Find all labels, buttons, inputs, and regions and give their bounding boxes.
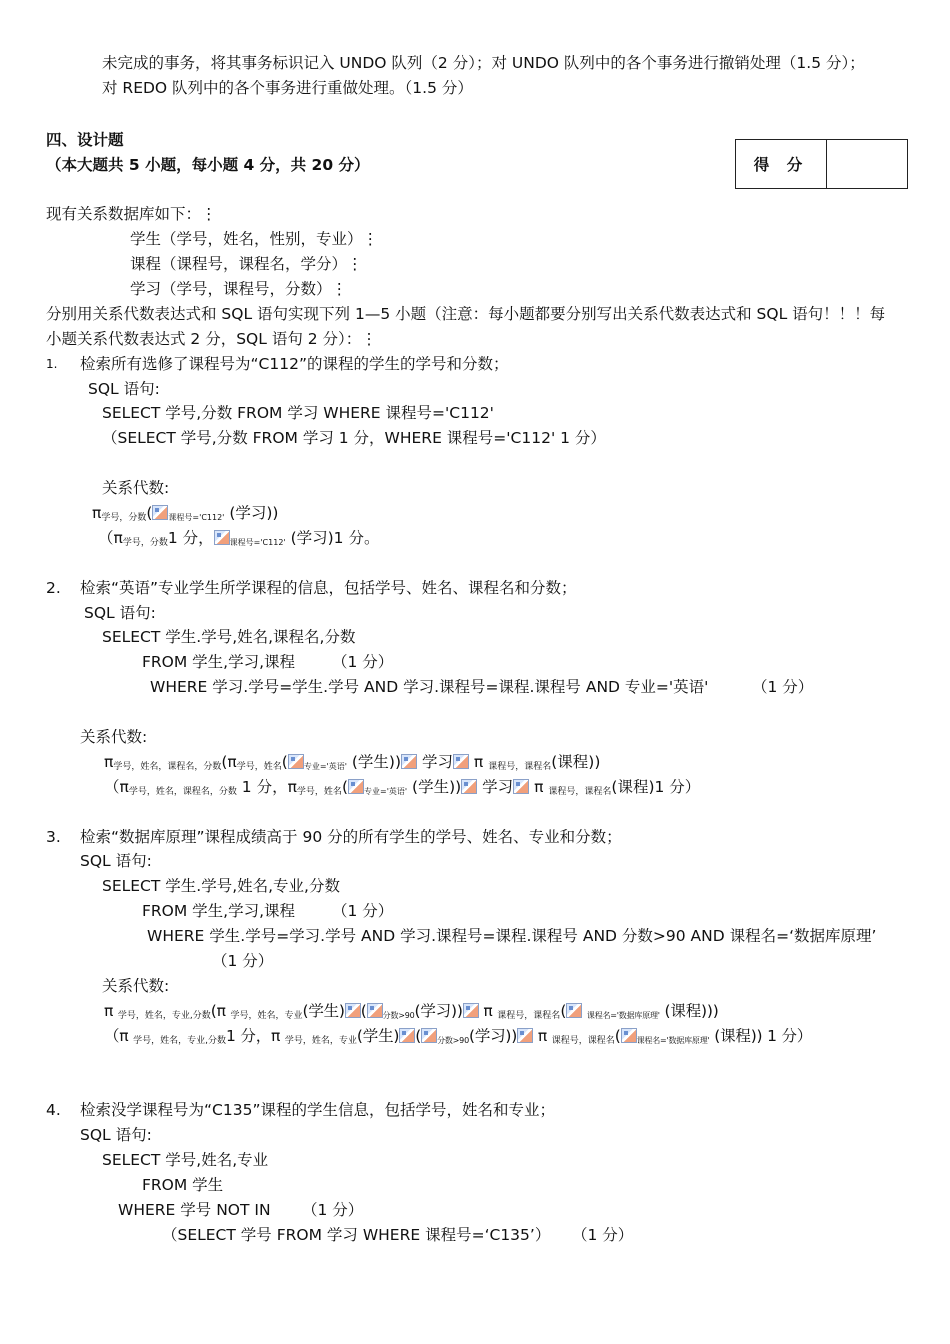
pi-symbol: π xyxy=(473,753,484,771)
join-image-icon xyxy=(399,1028,415,1043)
ra-part: (π xyxy=(221,753,237,771)
ra-part: (课程)1 分） xyxy=(611,778,701,796)
join-image-icon xyxy=(453,754,469,769)
ra-part: 学习 xyxy=(421,753,453,771)
ra-condition: 课程号='C112' xyxy=(229,538,286,547)
ra-part: (课程)) xyxy=(551,753,601,771)
q4-sql-1: SELECT 学号,姓名,专业 xyxy=(102,1151,269,1169)
ra-subscript: 学号，姓名 xyxy=(236,762,282,772)
ra-condition: 课程名='数据库原理' xyxy=(636,1036,710,1045)
sigma-image-icon xyxy=(566,1003,582,1018)
ra-part: 1 分，π xyxy=(241,778,297,796)
ra-subscript: 课程号，课程名 xyxy=(488,762,552,772)
ra-head: （π xyxy=(98,529,123,547)
ra-condition: 专业='英语' xyxy=(364,787,408,796)
ra-paren: ( xyxy=(415,1027,422,1045)
q1-ra-score xyxy=(98,527,379,554)
pi-symbol: π xyxy=(537,1027,547,1045)
ra-condition: 分数>90 xyxy=(437,1036,469,1045)
q3-sql-2-score: （1 分） xyxy=(332,902,394,920)
ra-part: 1 分，π xyxy=(226,1027,281,1045)
ra-subscript: 学号，姓名 xyxy=(296,787,342,797)
intro-line-1: 未完成的事务，将其事务标识记入 UNDO 队列（2 分）；对 UNDO 队列中的各个事务进行撤销处理（1.5 分）； xyxy=(102,54,865,72)
q2-text: 检索“英语”专业学生所学课程的信息，包括学号、姓名、课程名和分数； xyxy=(80,579,577,597)
q4-sql-4-score: （1 分） xyxy=(572,1226,634,1244)
sigma-image-icon xyxy=(367,1003,383,1018)
join-image-icon xyxy=(513,779,529,794)
q2-sql-2-score: （1 分） xyxy=(332,653,394,671)
q3-ra-expr xyxy=(104,1000,719,1027)
section-title: 四、设计题 xyxy=(46,131,124,149)
ra-subscript: 课程号，课程名 xyxy=(548,787,612,797)
q3-sql-3: WHERE 学生.学号=学习.学号 AND 学习.课程号=课程.课程号 AND 分数>90 AND 课程名=‘数据库原理’ xyxy=(147,927,877,945)
schema-course: 课程（课程号，课程名，学分）⋮ xyxy=(130,255,363,273)
q4-sql-3-score: （1 分） xyxy=(302,1201,364,1219)
q2-sql-3: WHERE 学习.学号=学生.学号 AND 学习.课程号=课程.课程号 AND 专业='英语' xyxy=(150,678,709,696)
ra-condition: 课程号='C112' xyxy=(168,513,225,522)
ra-subscript: 学号，姓名，专业 xyxy=(230,1011,303,1021)
ra-part: (学生)) xyxy=(412,778,462,796)
q1-sql-label: SQL 语句: xyxy=(88,380,160,398)
schema-study: 学习（学号，课程号，分数）⋮ xyxy=(130,280,348,298)
ra-part: (课程)) 1 分） xyxy=(714,1027,813,1045)
score-value xyxy=(827,140,908,189)
pi-symbol: π xyxy=(92,504,102,522)
ra-part: (学生) xyxy=(302,1002,345,1020)
ra-subscript: 学号，姓名，专业 xyxy=(284,1036,357,1046)
schema-intro: 现有关系数据库如下：⋮ xyxy=(46,205,217,223)
ra-subscript: 学号，分数 xyxy=(122,538,168,548)
ra-subscript: 学号，分数 xyxy=(101,513,147,523)
ra-condition: 专业='英语' xyxy=(303,762,347,771)
ra-mid: 1 分， xyxy=(167,529,214,547)
q2-sql-2: FROM 学生,学习,课程 xyxy=(142,653,296,671)
q1-ra-label: 关系代数: xyxy=(102,479,170,497)
q3-sql-3-score: （1 分） xyxy=(212,952,274,970)
ra-part: (学生) xyxy=(356,1027,400,1045)
q2-ra-label: 关系代数: xyxy=(80,728,148,746)
ra-head: （π xyxy=(104,778,129,796)
ra-part: (课程))) xyxy=(664,1002,719,1020)
ra-subscript: 学号，姓名，专业,分数 xyxy=(117,1011,211,1021)
join-image-icon xyxy=(345,1003,361,1018)
q4-sql-3: WHERE 学号 NOT IN xyxy=(118,1201,271,1219)
q4-number: 4. xyxy=(46,1101,61,1119)
ra-paren: ( xyxy=(341,778,348,796)
ra-paren: ( xyxy=(560,1002,567,1020)
ra-subscript: 学号，姓名，课程名，分数 xyxy=(113,762,222,772)
pi-symbol: π xyxy=(104,1002,114,1020)
q4-sql-2: FROM 学生 xyxy=(142,1176,224,1194)
ra-subscript: 课程号，课程名 xyxy=(497,1011,561,1021)
schema-student: 学生（学号，姓名，性别，专业）⋮ xyxy=(130,230,379,248)
q3-sql-label: SQL 语句: xyxy=(80,852,152,870)
ra-paren: ( xyxy=(614,1027,621,1045)
join-image-icon xyxy=(461,779,477,794)
ra-paren: ( xyxy=(146,504,153,522)
q3-ra-score xyxy=(104,1025,812,1052)
section-subtitle: （本大题共 5 小题，每小题 4 分，共 20 分） xyxy=(46,156,370,174)
ra-part: 学习 xyxy=(482,778,514,796)
pi-symbol: π xyxy=(534,778,544,796)
q1-ra-expr xyxy=(92,502,278,529)
join-image-icon xyxy=(517,1028,533,1043)
q4-text: 检索没学课程号为“C135”课程的学生信息，包括学号，姓名和专业； xyxy=(80,1101,555,1119)
q1-sql: SELECT 学号,分数 FROM 学习 WHERE 课程号='C112' xyxy=(102,404,494,422)
ra-part: (学习)) xyxy=(468,1027,518,1045)
ra-subscript: 学号，姓名，课程名，分数 xyxy=(128,787,237,797)
ra-condition: 课程名='数据库原理' xyxy=(586,1011,660,1020)
intro-line-2: 对 REDO 队列中的各个事务进行重做处理。（1.5 分） xyxy=(102,79,473,97)
q2-number: 2. xyxy=(46,579,61,597)
task-line-1: 分别用关系代数表达式和 SQL 语句实现下列 1—5 小题（注意：每小题都要分别写出关系代数表达式和 SQL 语句！！！每 xyxy=(46,305,886,323)
q2-sql-3-score: （1 分） xyxy=(752,678,814,696)
join-image-icon xyxy=(463,1003,479,1018)
ra-paren: ( xyxy=(360,1002,367,1020)
q1-sql-score: （SELECT 学号,分数 FROM 学习 1 分，WHERE 课程号='C112' 1 分） xyxy=(102,429,606,447)
score-label: 得 分 xyxy=(736,140,827,189)
sigma-image-icon xyxy=(421,1028,437,1043)
ra-paren: ( xyxy=(281,753,288,771)
q2-sql-1: SELECT 学生.学号,姓名,课程名,分数 xyxy=(102,628,356,646)
ra-part: (学习)) xyxy=(414,1002,463,1020)
q2-ra-expr xyxy=(104,751,600,778)
ra-subscript: 课程号，课程名 xyxy=(551,1036,615,1046)
task-line-2: 小题关系代数表达式 2 分，SQL 语句 2 分）：⋮ xyxy=(46,330,377,348)
ra-part: (π xyxy=(210,1002,226,1020)
sigma-image-icon xyxy=(621,1028,637,1043)
ra-head: （π xyxy=(104,1027,129,1045)
ra-tail: (学习)) xyxy=(229,504,279,522)
q3-sql-2: FROM 学生,学习,课程 xyxy=(142,902,296,920)
score-table xyxy=(735,139,908,189)
q3-number: 3. xyxy=(46,828,61,846)
join-image-icon xyxy=(401,754,417,769)
sigma-image-icon xyxy=(348,779,364,794)
sigma-image-icon xyxy=(214,530,230,545)
ra-tail: (学习)1 分。 xyxy=(290,529,380,547)
q3-sql-1: SELECT 学生.学号,姓名,专业,分数 xyxy=(102,877,340,895)
q2-ra-score xyxy=(104,776,700,803)
ra-condition: 分数>90 xyxy=(382,1011,415,1020)
q1-text: 检索所有选修了课程号为“C112”的课程的学生的学号和分数； xyxy=(80,355,509,373)
q3-text: 检索“数据库原理”课程成绩高于 90 分的所有学生的学号、姓名、专业和分数； xyxy=(80,828,622,846)
pi-symbol: π xyxy=(483,1002,493,1020)
q3-ra-label: 关系代数: xyxy=(102,977,170,995)
ra-part: (学生)) xyxy=(351,753,402,771)
q2-sql-label: SQL 语句: xyxy=(84,604,156,622)
pi-symbol: π xyxy=(104,753,114,771)
q1-number: 1. xyxy=(46,357,58,371)
q4-sql-4: （SELECT 学号 FROM 学习 WHERE 课程号=‘C135’） xyxy=(162,1226,551,1244)
ra-subscript: 学号，姓名，专业,分数 xyxy=(133,1036,227,1046)
q4-sql-label: SQL 语句: xyxy=(80,1126,152,1144)
sigma-image-icon xyxy=(288,754,304,769)
sigma-image-icon xyxy=(152,505,168,520)
